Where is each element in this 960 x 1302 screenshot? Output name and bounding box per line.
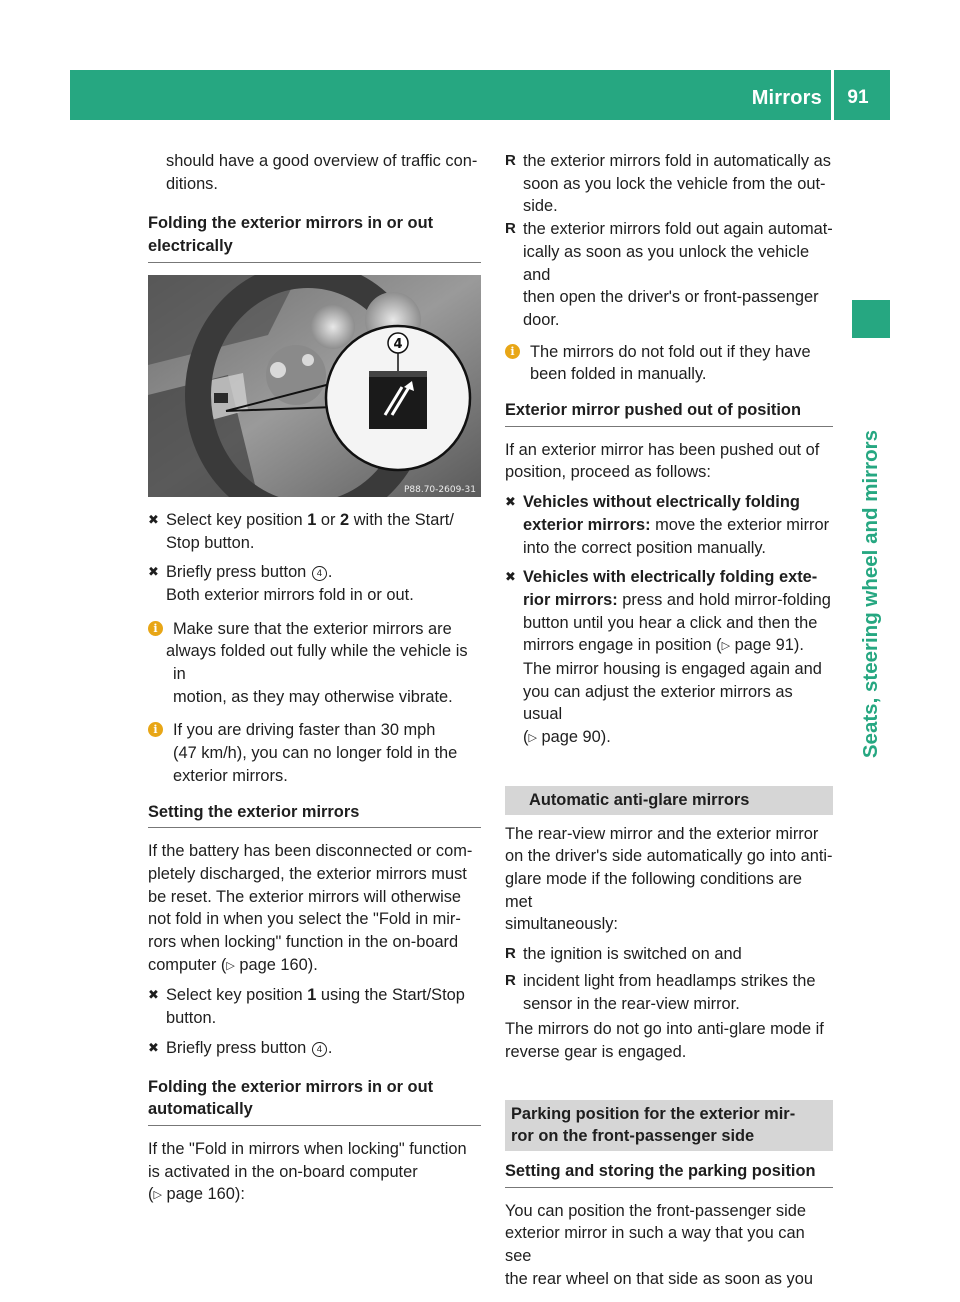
step-non-electric-mirrors: ✖ Vehicles without electrically folding exterior mirrors: move the exterior mirror into the correct position manually. <box>505 493 830 557</box>
bullet-incident-light: R incident light from headlamps strikes the sensor in the rear-view mirror. <box>505 971 816 1013</box>
paragraph-parking-position: You can position the front-passenger side exterior mirror in such a way that you can see the rear wheel on that side as soon as you <box>505 1201 813 1288</box>
step-select-key-position-1: ✖ Select key position 1 using the Start/Stop button. <box>148 986 465 1028</box>
paragraph-reverse-gear: The mirrors do not go into anti-glare mode if reverse gear is engaged. <box>505 1020 824 1061</box>
info-icon: i <box>148 621 163 636</box>
step-press-button-2: ✖ Briefly press button 4 . <box>148 1038 333 1057</box>
paragraph-fold-when-locking: If the "Fold in mirrors when locking" function is activated in the on-board computer (▷ page 160): <box>148 1139 467 1204</box>
heading-fold-electrically: Folding the exterior mirrors in or out electrically <box>148 212 481 262</box>
heading-box-anti-glare: Automatic anti-glare mirrors <box>505 786 833 815</box>
heading-box-parking-position: Parking position for the exterior mir- ror on the front-passenger side <box>505 1100 833 1151</box>
heading-fold-automatically: Folding the exterior mirrors in or out automatically <box>148 1076 481 1126</box>
step-press-button: ✖ Briefly press button 4 . Both exterior mirrors fold in or out. <box>148 563 414 604</box>
step-electric-mirrors: ✖ Vehicles with electrically folding exte- rior mirrors: press and hold mirror-folding button until you hear a click and then the mirrors engage in position (▷ page 91). The mirror housing is engaged again and you can adjust the exterior mirrors as usual (▷ page 90). <box>505 568 831 747</box>
mirror-fold-button <box>369 371 427 429</box>
heading-setting-mirrors: Setting the exterior mirrors <box>148 801 481 829</box>
figure-code: P88.70-2609-31 <box>403 484 476 495</box>
heading-setting-parking-position: Setting and storing the parking position <box>505 1160 833 1188</box>
note-folded-manually: i The mirrors do not fold out if they have been folded in manually. <box>505 341 833 386</box>
paragraph-battery-reset: If the battery has been disconnected or com- pletely discharged, the exterior mirrors must be reset. The exterior mirrors will otherwise not fold in when you select the "Fold in mir- rors when locking" function in the on-board computer (▷ page 160). <box>148 842 473 974</box>
page-ref-arrow-icon: ▷ <box>721 640 731 653</box>
intro-paragraph: should have a good overview of traffic con- ditions. <box>166 152 478 193</box>
side-chapter-label: Seats, steering wheel and mirrors <box>858 429 882 758</box>
mirror-button-figure <box>148 275 481 497</box>
heading-pushed-out-of-position: Exterior mirror pushed out of position <box>505 399 833 427</box>
info-icon: i <box>505 344 520 359</box>
paragraph-pushed-out: If an exterior mirror has been pushed out of position, proceed as follows: <box>505 440 820 482</box>
left-column <box>148 150 481 1207</box>
paragraph-anti-glare: The rear-view mirror and the exterior mirror on the driver's side automatically go into anti- glare mode if the following conditions are met simultaneously: <box>505 824 833 934</box>
page-ref-arrow-icon: ▷ <box>153 1189 162 1202</box>
bullet-fold-in-on-lock: R the exterior mirrors fold in automatically as soon as you lock the vehicle from the out- side. <box>505 152 831 216</box>
header-separator <box>831 70 834 120</box>
step-select-key-position: ✖ Select key position 1 or 2 with the Start/ Stop button. <box>148 510 454 552</box>
note-fold-out-fully: i Make sure that the exterior mirrors are always folded out fully while the vehicle is in motion, as they may otherwise vibrate. <box>148 618 481 709</box>
right-column <box>505 150 833 1291</box>
page-ref-arrow-icon: ▷ <box>528 732 537 745</box>
cockpit-photo <box>148 275 481 497</box>
callout-number: 4 <box>393 336 403 352</box>
page-number: 91 <box>847 87 869 108</box>
header-title: Mirrors <box>751 87 822 109</box>
page-ref-arrow-icon: ▷ <box>226 959 235 972</box>
bullet-fold-out-on-unlock: R the exterior mirrors fold out again automat- ically as soon as you unlock the vehicle and then open the driver's or front-passenger door. <box>505 220 833 329</box>
note-speed-limit: i If you are driving faster than 30 mph (47 km/h), you can no longer fold in the exterior mirrors. <box>148 719 481 787</box>
info-icon: i <box>148 722 163 737</box>
bullet-ignition-on: R the ignition is switched on and <box>505 945 742 964</box>
side-tab-marker <box>852 300 890 338</box>
